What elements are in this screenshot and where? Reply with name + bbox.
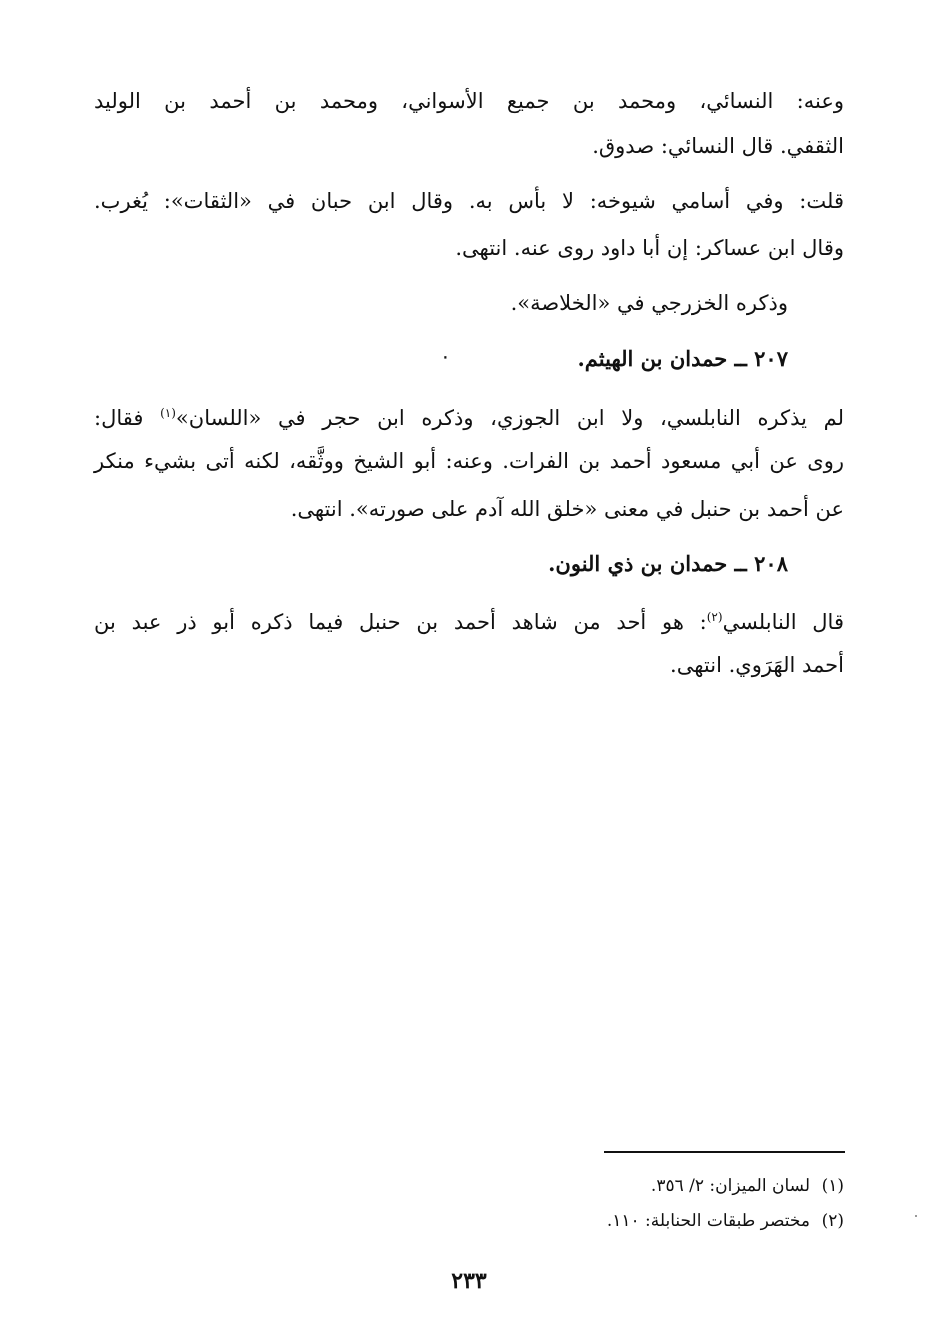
text-line-11 <box>94 602 844 637</box>
footnote-ref-2: (٢) <box>706 610 723 624</box>
text-line-12: أحمد الهَرَوي. انتهى. <box>670 653 844 677</box>
footnote-ref-1: (١) <box>160 406 176 420</box>
footnote-2-number: (٢) <box>821 1211 844 1231</box>
footnote-1-text: لسان الميزان: ٢/ ٣٥٦. <box>650 1176 810 1196</box>
text-line-11-rest: : هو أحد من شاهد أحمد بن حنبل فيما ذكره أبو ذر عبد بن <box>94 610 707 634</box>
text-line-9: عن أحمد بن حنبل في معنى «خلق الله آدم على صورته». انتهى. <box>290 497 844 521</box>
entry-heading-207: ٢٠٧ ــ حمدان بن الهيثم. <box>577 346 788 371</box>
footnote-1 <box>651 1174 844 1198</box>
text-line-8: روى عن أبي مسعود أحمد بن الفرات. وعنه: أبو الشيخ ووثَّقه، لكنه أتى بشيء منكر <box>94 449 844 473</box>
text-line-11-start: قال النابلسي <box>722 610 844 634</box>
scan-speck <box>915 1215 917 1217</box>
footnote-1-number: (١) <box>821 1176 844 1196</box>
text-line-7-end: فقال: <box>94 406 144 430</box>
text-line-3: قلت: وفي أسامي شيوخه: لا بأس به. وقال ابن حبان في «الثقات»: يُغرب. <box>94 189 844 213</box>
text-line-7-main: لم يذكره النابلسي، ولا ابن الجوزي، وذكره ابن حجر في «اللسان» <box>175 406 844 430</box>
text-line-5: وذكره الخزرجي في «الخلاصة». <box>510 291 788 315</box>
text-line-7 <box>94 398 844 433</box>
text-line-1: وعنه: النسائي، ومحمد بن جميع الأسواني، ومحمد بن أحمد بن الوليد <box>94 89 844 113</box>
stray-dot: ٠ <box>440 344 451 368</box>
text-line-2: الثقفي. قال النسائي: صدوق. <box>592 134 844 158</box>
footnote-separator <box>604 1151 845 1153</box>
text-line-4: وقال ابن عساكر: إن أبا داود روى عنه. انتهى. <box>455 236 844 260</box>
footnote-2 <box>607 1209 844 1233</box>
footnote-2-text: مختصر طبقات الحنابلة: ١١٠. <box>606 1211 810 1231</box>
page-number: ٢٣٣ <box>451 1268 487 1294</box>
entry-heading-208: ٢٠٨ ــ حمدان بن ذي النون. <box>548 551 788 576</box>
